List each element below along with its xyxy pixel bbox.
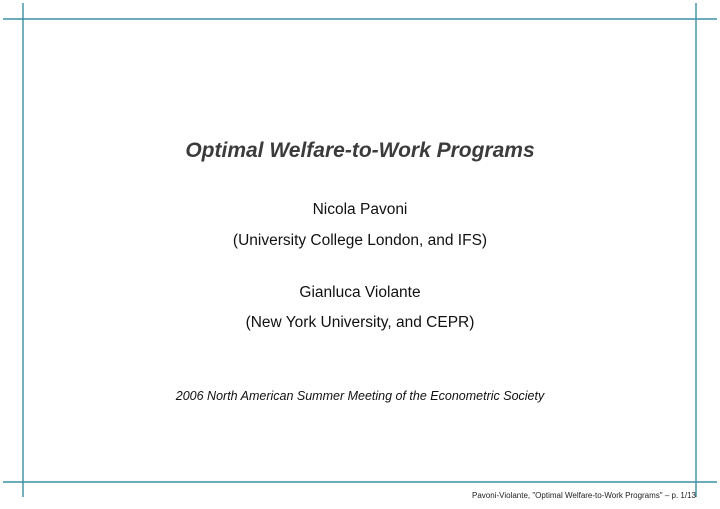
slide-title: Optimal Welfare-to-Work Programs xyxy=(185,139,535,162)
author-name-1: Nicola Pavoni xyxy=(312,201,408,218)
author-name-2: Gianluca Violante xyxy=(299,284,421,301)
author-affiliation-1: (University College London, and IFS) xyxy=(232,232,488,249)
event-name: 2006 North American Summer Meeting of the Econometric Society xyxy=(175,389,545,403)
author-affiliation-2: (New York University, and CEPR) xyxy=(245,314,475,331)
slide-footer: Pavoni-Violante, "Optimal Welfare-to-Work Programs" – p. 1/13 xyxy=(472,491,696,500)
